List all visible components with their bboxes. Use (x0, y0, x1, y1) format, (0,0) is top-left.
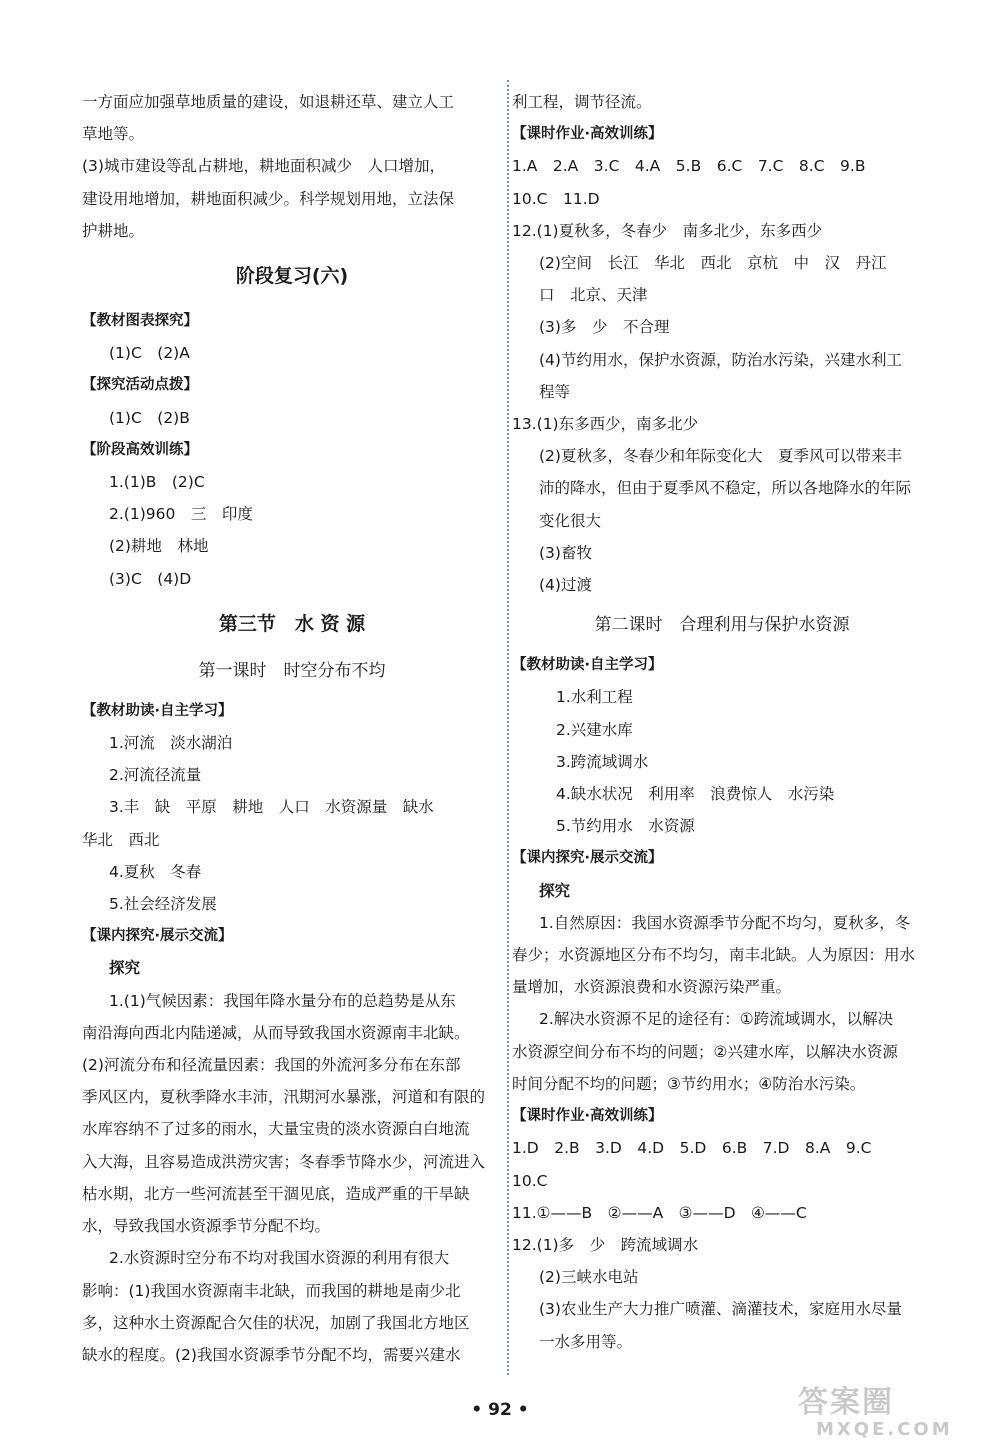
section-tag: 【教材图表探究】 (82, 313, 198, 330)
answer-line: (3)多 少 不合理 (539, 318, 670, 337)
text-line: 时间分配不均的问题；③节约用水；④防治水污染。 (512, 1074, 866, 1093)
text-line: 建设用地增加，耕地面积减少。科学规划用地，立法保 (82, 189, 455, 208)
answer-line: 1.D 2.B 3.D 4.D 5.D 6.B 7.D 8.A 9.C (512, 1139, 872, 1158)
answer-line: 4.缺水状况 利用率 浪费惊人 水污染 (556, 785, 835, 804)
answer-line: 4.夏秋 冬春 (109, 862, 202, 881)
section-tag: 【课时作业·高效训练】 (512, 1108, 663, 1125)
text-line: 草地等。 (82, 125, 145, 144)
text-line: 入大海，且容易造成洪涝灾害；冬春季节降水少，河流进入 (82, 1152, 486, 1171)
answer-line: 变化很大 (539, 511, 602, 530)
section-tag: 【课时作业·高效训练】 (512, 126, 663, 143)
column-divider (507, 80, 509, 1375)
section-tag: 【课内探究·展示交流】 (82, 928, 233, 945)
stage-review-title: 阶段复习(六) (235, 265, 349, 288)
answer-line: 1.A 2.A 3.C 4.A 5.B 6.C 7.C 8.C 9.B (512, 157, 866, 176)
text-line: 利工程，调节径流。 (512, 93, 652, 111)
answer-line: 1.(1)B (2)C (109, 473, 205, 492)
explore-label: 探究 (539, 881, 571, 900)
answer-line: (4)过渡 (539, 576, 592, 595)
watermark-url: MXQE.COM (816, 1419, 953, 1440)
text-line: 春少；水资源地区分布不均匀，南丰北缺。人为原因：用水 (512, 946, 916, 965)
answer-line: (3)C (4)D (109, 569, 192, 588)
section-tag: 【教材助读·自主学习】 (82, 702, 233, 719)
answer-line: (4)节约用水，保护水资源，防治水污染，兴建水利工 (539, 350, 902, 369)
answer-line: 沛的降水，但由于夏季风不稳定，所以各地降水的年际 (539, 479, 912, 498)
answer-line: 2.(1)960 三 印度 (109, 505, 253, 524)
lesson-title: 第一课时 时空分布不均 (198, 660, 386, 681)
text-line: 一方面应加强草地质量的建设，如退耕还草、建立人工 (82, 93, 455, 111)
answer-line: 3.跨流域调水 (556, 752, 649, 771)
right-column (512, 86, 932, 1358)
answer-line: 5.社会经济发展 (109, 895, 217, 914)
answer-line: (3)畜牧 (539, 543, 592, 562)
lesson-title: 第二课时 合理利用与保护水资源 (594, 615, 850, 636)
answer-line: 1.河流 淡水湖泊 (109, 734, 233, 753)
section-tag: 【探究活动点拨】 (82, 377, 198, 394)
text-line: 2.解决水资源不足的途径有：①跨流域调水，以解决 (539, 1010, 894, 1029)
text-line: (3)城市建设等乱占耕地，耕地面积减少 人口增加， (82, 157, 445, 176)
section-title: 第三节 水 资 源 (218, 612, 366, 635)
text-line: 枯水期，北方一些河流甚至干涸见底，造成严重的干旱缺 (82, 1184, 470, 1203)
text-line: 水资源空间分布不均的问题；②兴建水库，以解决水资源 (512, 1042, 898, 1061)
section-tag: 【教材助读·自主学习】 (512, 657, 663, 674)
answer-line: (2)夏秋多，冬春少和年际变化大 夏季风可以带来丰 (539, 447, 902, 466)
answer-line: 一水多用等。 (539, 1332, 633, 1351)
answer-line: 1.水利工程 (556, 688, 633, 707)
answer-line: 2.河流径流量 (109, 766, 202, 785)
section-tag: 【阶段高效训练】 (82, 441, 198, 458)
text-line: 水库容纳不了过多的雨水，大量宝贵的淡水资源白白地流 (82, 1120, 470, 1139)
answer-line: (1)C (2)A (109, 344, 190, 363)
watermark-logo (798, 1386, 988, 1444)
answer-line: 3.丰 缺 平原 耕地 人口 水资源量 缺水 (109, 798, 434, 817)
text-line: 2.水资源时空分布不均对我国水资源的利用有很大 (109, 1249, 450, 1268)
text-line: 缺水的程度。(2)我国水资源季节分配不均，需要兴建水 (82, 1345, 461, 1364)
answer-line: 12.(1)多 少 跨流域调水 (512, 1235, 699, 1254)
answer-line: 华北 西北 (82, 830, 160, 849)
answer-line: 5.节约用水 水资源 (556, 817, 695, 836)
answer-line: 13.(1)东多西少，南多北少 (512, 415, 699, 434)
answer-line: 10.C (512, 1171, 548, 1190)
text-line: 1.自然原因：我国水资源季节分配不均匀，夏秋多，冬 (539, 913, 911, 932)
answer-line: (2)三峡水电站 (539, 1268, 639, 1287)
text-line: 量增加，水资源浪费和水资源污染严重。 (512, 978, 792, 997)
answer-line: (3)农业生产大力推广喷灌、滴灌技术，家庭用水尽量 (539, 1300, 902, 1319)
answer-line: 程等 (539, 382, 571, 401)
text-line: 季风区内，夏秋季降水丰沛，汛期河水暴涨，河道和有限的 (82, 1088, 486, 1107)
left-column (82, 86, 502, 1371)
answer-line: (2)耕地 林地 (109, 537, 209, 556)
text-line: 1.(1)气候因素：我国年降水量分布的总趋势是从东 (109, 991, 456, 1010)
explore-label: 探究 (109, 959, 141, 978)
page-number: • 92 • (471, 1400, 529, 1420)
watermark-text: 答案圈 (798, 1385, 894, 1420)
answer-line: (2)空间 长江 华北 西北 京杭 中 汉 丹江 (539, 254, 887, 273)
section-tag: 【课内探究·展示交流】 (512, 850, 663, 867)
text-line: (2)河流分布和径流量因素：我国的外流河多分布在东部 (82, 1056, 461, 1075)
text-line: 影响：(1)我国水资源南丰北缺，而我国的耕地是南少北 (82, 1281, 461, 1300)
answer-line: 11.①——B ②——A ③——D ④——C (512, 1203, 807, 1222)
answer-line: 口 北京、天津 (539, 286, 648, 305)
text-line: 护耕地。 (82, 221, 145, 240)
answer-line: (1)C (2)B (109, 408, 190, 427)
text-line: 多，这种水土资源配合欠佳的状况，加剧了我国北方地区 (82, 1313, 470, 1332)
answer-line: 2.兴建水库 (556, 720, 633, 739)
answer-line: 12.(1)夏秋多，冬春少 南多北少，东多西少 (512, 221, 823, 240)
text-line: 南沿海向西北内陆递减，从而导致我国水资源南丰北缺。 (82, 1023, 470, 1042)
text-line: 水，导致我国水资源季节分配不均。 (82, 1217, 331, 1236)
answer-line: 10.C 11.D (512, 189, 600, 208)
